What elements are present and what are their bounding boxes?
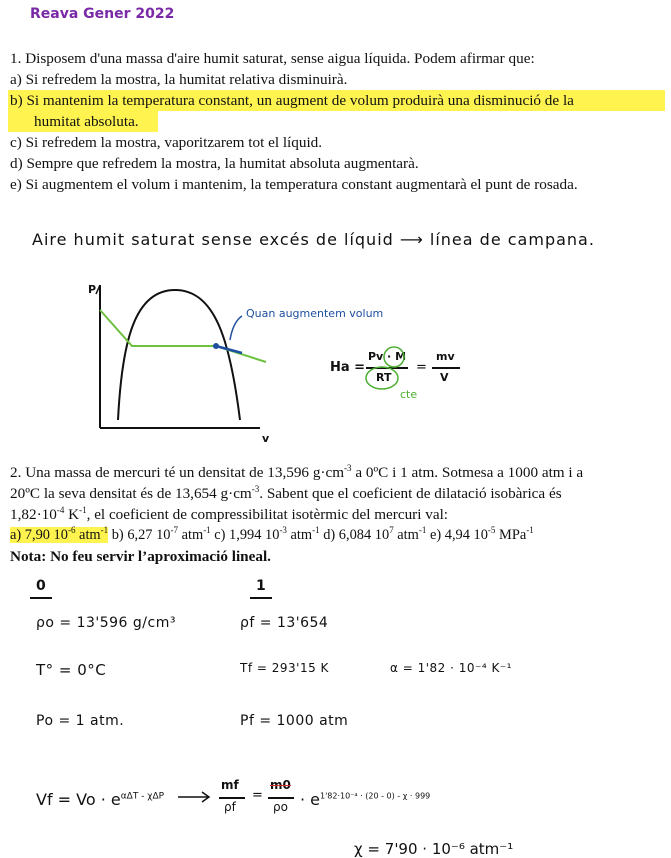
q2-stem-line1: 2. Una massa de mercuri té un densitat de 13,596 $g\cdot cm^{-3}$ a 0ºC i 1 atm. Sotmesa a 1000 atm i a	[10, 462, 584, 481]
eq-vf: $Vf = Vo \cdot e^{\alpha\Delta T - \chi\Delta P}$	[36, 790, 165, 809]
formula-numerator: Pv · M	[368, 350, 407, 363]
q1-stem: 1. Disposem d'una massa d'aire humit saturat, sense aigua líquida. Podem afirmar que:	[10, 50, 535, 67]
q1-option-b-cont: humitat absoluta.	[34, 113, 139, 130]
eq-frac1-num: mf	[221, 778, 239, 792]
volume-increase-arrow	[216, 346, 242, 353]
eq-exp: · $e^{1'82\cdot 10^{-4} \cdot (20 - 0) - \chi \cdot 999}$	[300, 790, 431, 809]
annotation-volume-increase: Quan augmentem volum	[246, 307, 384, 320]
result-chi: χ = 7'90 · 10⁻⁶ atm⁻¹	[354, 840, 514, 858]
state-0-label: 0	[36, 578, 47, 594]
state-1-label: 1	[256, 578, 267, 594]
page-title: Reava Gener 2022	[30, 6, 175, 22]
pv-diagram	[90, 280, 290, 450]
saturation-dome	[118, 290, 240, 420]
q1-option-e: e) Si augmentem el volum i mantenim, la temperatura constant augmentarà el punt de rosada.	[10, 176, 578, 193]
formula-denominator: RT	[376, 371, 392, 384]
q1-option-b: b) Si mantenim la temperatura constant, un augment de volum produirà una disminució de la	[10, 92, 574, 109]
eq-frac1-den: ρf	[224, 800, 236, 814]
note-saturated-air: Aire humit saturat sense excés de líquid ⟶ línea de campana.	[32, 230, 595, 249]
cte-circles	[360, 344, 410, 392]
q1-option-d: d) Sempre que refredem la mostra, la humitat absoluta augmentarà.	[10, 155, 419, 172]
eq-equals: =	[252, 788, 263, 803]
rhof-value: ρf = 13'654	[240, 615, 329, 631]
q2-option-a-highlight: a) 7,90 $10^{-6}$ atm$^{-1}$	[10, 525, 109, 543]
q2-note: Nota: No feu servir l’aproximació lineal.	[10, 548, 271, 565]
formula-equals: =	[416, 360, 427, 375]
formula-v: V	[440, 371, 449, 384]
eq-frac2-den: ρo	[273, 800, 288, 814]
pf-value: Pf = 1000 atm	[240, 713, 349, 729]
q2-stem-line3: $1,82\cdot 10^{-4}$ $K^{-1}$, el coeficient de compressibilitat isotèrmic del mercuri val:	[10, 504, 449, 523]
v-axis-label: v	[262, 432, 270, 445]
formula-ha-label: Ha =	[330, 360, 366, 375]
saturated-point	[213, 343, 219, 349]
rho0-value: ρo = 13'596 g/cm³	[36, 615, 176, 631]
eq-frac2-bar	[268, 797, 294, 799]
p-axis-label: P	[88, 283, 97, 296]
p0-value: Po = 1 atm.	[36, 713, 125, 729]
q1-option-c: c) Si refredem la mostra, vaporitzarem tot el líquid.	[10, 134, 323, 151]
t0-value: T° = 0°C	[36, 661, 107, 679]
eq-arrow	[178, 790, 212, 804]
q2-options: a) 7,90 $10^{-6}$ atm$^{-1}$ b) 6,27 $10^{-7}$ atm$^{-1}$ c) 1,994 $10^{-3}$ atm$^{-1}$ d) 6,084 $10^7$ atm$^{-1}$ e) 4,94 $10^{-5}$ MPa$^{-1}$	[10, 525, 534, 543]
state-0-underline	[30, 597, 52, 599]
cte-label: cte	[400, 388, 418, 401]
q1-option-a: a) Si refredem la mostra, la humitat relativa disminuirà.	[10, 71, 348, 88]
alpha-value: α = 1'82 · 10⁻⁴ K⁻¹	[390, 661, 512, 675]
formula-fraction-bar-2	[432, 367, 460, 369]
formula-mv: mv	[436, 350, 455, 363]
tf-value: Tf = 293'15 K	[240, 661, 329, 675]
eq-frac1-bar	[219, 797, 245, 799]
state-1-underline	[250, 597, 272, 599]
eq-frac2-num: m0	[270, 778, 291, 792]
q2-stem-line2: 20ºC la seva densitat és de 13,654 $g\cdot cm^{-3}$. Sabent que el coeficient de dilatació isobàrica és	[10, 483, 562, 502]
